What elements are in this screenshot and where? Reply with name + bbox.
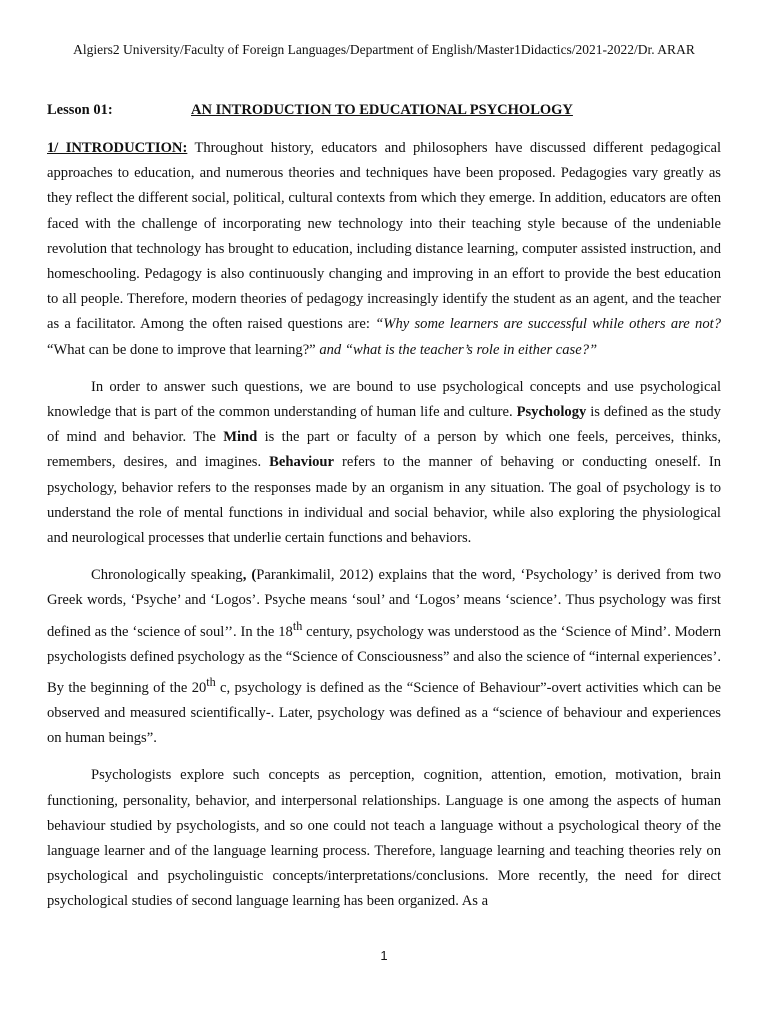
para2-text-3: is the part or faculty of a person by which one feels, perceives, thinks, remembers, desires, and imagines. bbox=[47, 429, 721, 471]
para3-text-1: Chronologically speaking bbox=[91, 567, 243, 584]
intro-quote-2: and “what is the teacher’s role in either case?” bbox=[319, 341, 598, 358]
definitions-paragraph bbox=[47, 375, 721, 551]
history-paragraph bbox=[47, 563, 721, 751]
para3-text-4: c, psychology is defined as the “Science of Behaviour”-overt activities which can be observed and measured scientifically-. Later, psychology was defined as a “science of behaviour and experiences on human beings”. bbox=[47, 679, 721, 747]
psychologists-paragraph: Psychologists explore such concepts as perception, cognition, attention, emotion, motivation, brain functioning, personality, behavior, and interpersonal relationships. Language is one among the aspects of human behaviour studied by psychologists, and so one could not teach a language without a psychological theory of the language learner and of the language learning process. Therefore, language learning and teaching theories rely on psychological and psycholinguistic concepts/interpretations/conclusions. More recently, the need for direct psychological studies of second language learning has been organized. As a bbox=[47, 767, 721, 910]
para3-text-2: Parankimalil, 2012) explains that the word, ‘Psychology’ is derived from two Greek words, ‘Psyche’ and ‘Logos’. Psyche means ‘soul’ and ‘Logos’ means ‘science’. Thus psychology was first defined as the ‘science of soul’’. In the 18 bbox=[47, 567, 721, 640]
intro-text-1: Throughout history, educators and philosophers have discussed different pedagogical approaches to education, and numerous theories and techniques have been proposed. Pedagogies vary greatly as they reflect the different social, political, cultural contexts from which they emerge. In addition, educators are often faced with the challenge of incorporating new technology into their teaching style because of the undeniable revolution that technology has brought to education, including distance learning, computer assisted instruction, and homeschooling. Pedagogy is also continuously changing and improving in an effort to provide the best education to all people. Therefore, modern theories of pedagogy increasingly identify the student as an agent, and the teacher as a facilitator. Among the often raised questions are: bbox=[47, 140, 721, 333]
intro-text-2: “What can be done to improve that learning?” bbox=[47, 341, 320, 358]
superscript-th: th bbox=[206, 674, 216, 689]
superscript-th: th bbox=[292, 618, 303, 633]
section-heading: 1/ INTRODUCTION: bbox=[47, 140, 188, 156]
para3-bold-punct: , ( bbox=[242, 567, 257, 584]
lesson-title: AN INTRODUCTION TO EDUCATIONAL PSYCHOLOGY bbox=[191, 102, 573, 118]
introduction-paragraph bbox=[47, 136, 721, 363]
page-header: Algiers2 University/Faculty of Foreign Languages/Department of English/Master1Didactics/2021-2022/Dr. ARAR bbox=[73, 42, 695, 57]
term-mind: Mind bbox=[223, 429, 258, 446]
page-number: 1 bbox=[380, 948, 388, 963]
term-behaviour: Behaviour bbox=[269, 454, 335, 471]
term-psychology: Psychology bbox=[516, 404, 587, 421]
para2-text-4: refers to the manner of behaving or conducting oneself. In psychology, behavior refers to the responses made by an organism in any situation. The goal of psychology is to understand the role of mental functions in individual and social behavior, while also exploring the physiological and neurological processes that underlie certain functions and behaviors. bbox=[47, 454, 721, 547]
para3-text-3: century, psychology was understood as the ‘Science of Mind’. Modern psychologists defined psychology as the “Science of Consciousness” and also the science of “internal experiences’. By the beginning of the 20 bbox=[47, 623, 721, 696]
intro-quote-1: “Why some learners are successful while others are not? bbox=[375, 316, 721, 333]
lesson-number: Lesson 01: bbox=[47, 102, 113, 118]
para2-text-1: In order to answer such questions, we are bound to use psychological concepts and use psychological knowledge that is part of the common understanding of human life and culture. bbox=[47, 378, 721, 421]
document-body bbox=[47, 136, 721, 927]
para2-text-2: is defined as the study of mind and behavior. The bbox=[47, 404, 721, 446]
